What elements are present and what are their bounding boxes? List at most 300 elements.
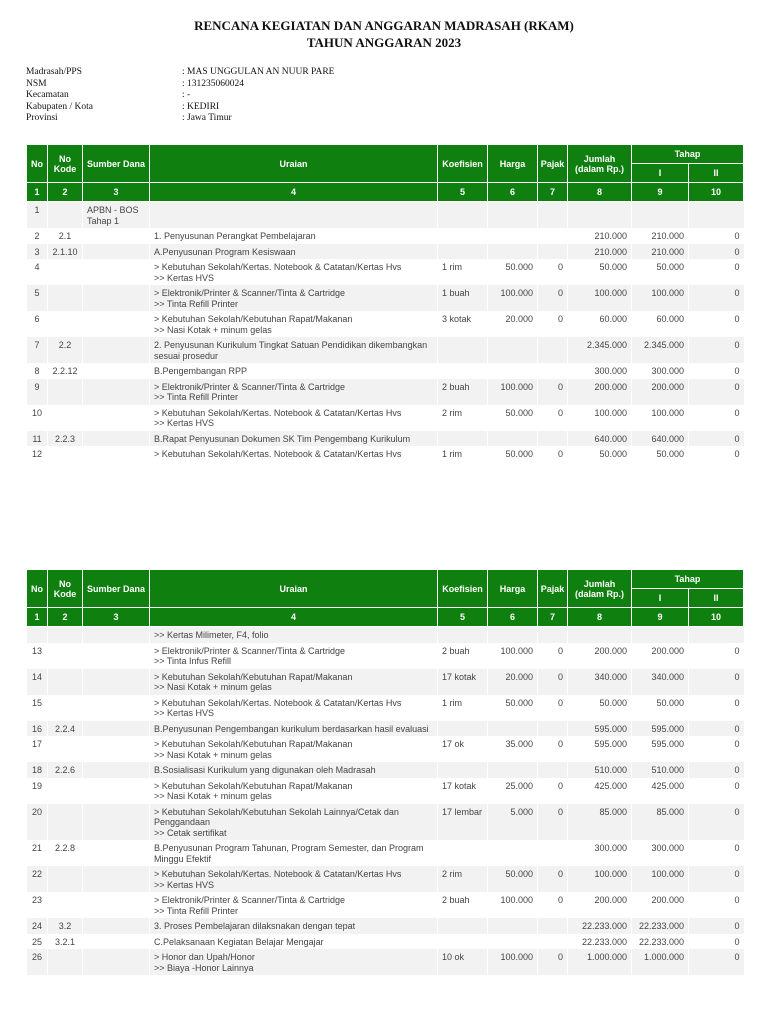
cell-no: 3 [27,244,48,260]
cell-uraian: > Elektronik/Printer & Scanner/Tinta & Cartridge >> Tinta Refill Printer [150,285,438,311]
cell-jumlah: 60.000 [568,311,632,337]
cell-kode: 2.2.8 [48,840,83,866]
cell-tahap-1: 2.345.000 [632,337,689,363]
cell-harga: 5.000 [488,804,538,841]
cell-pajak [538,918,568,934]
cell-tahap-2: 0 [689,934,744,950]
cell-koefisien [438,840,488,866]
budget-table-1 [26,144,744,462]
cell-jumlah: 85.000 [568,804,632,841]
cell-uraian: > Kebutuhan Sekolah/Kertas. Notebook & Catatan/Kertas Hvs [150,446,438,462]
header-harga: Harga [488,570,538,608]
cell-jumlah: 210.000 [568,228,632,244]
cell-harga: 100.000 [488,949,538,975]
cell-koefisien: 17 kotak [438,778,488,804]
cell-harga: 35.000 [488,736,538,762]
cell-tahap-2: 0 [689,431,744,447]
cell-koefisien: 17 lembar [438,804,488,841]
cell-uraian: > Kebutuhan Sekolah/Kertas. Notebook & Catatan/Kertas Hvs >> Kertas HVS [150,259,438,285]
cell-harga [488,337,538,363]
cell-tahap-2: 0 [689,228,744,244]
cell-tahap-1 [632,202,689,229]
cell-no: 18 [27,762,48,778]
table-row [27,285,744,311]
cell-harga [488,202,538,229]
cell-pajak [538,627,568,643]
cell-tahap-1: 640.000 [632,431,689,447]
cell-jumlah: 100.000 [568,866,632,892]
cell-sumber-dana: APBN - BOS Tahap 1 [83,202,150,229]
cell-sumber-dana [83,892,150,918]
header-no: No [27,145,48,183]
cell-tahap-2: 0 [689,721,744,737]
cell-tahap-2: 0 [689,446,744,462]
cell-uraian: > Elektronik/Printer & Scanner/Tinta & Cartridge >> Tinta Refill Printer [150,892,438,918]
cell-tahap-1: 100.000 [632,405,689,431]
cell-harga [488,244,538,260]
table-row [27,627,744,643]
cell-sumber-dana [83,695,150,721]
cell-pajak [538,244,568,260]
cell-tahap-1: 22.233.000 [632,934,689,950]
cell-uraian [150,202,438,229]
cell-sumber-dana [83,244,150,260]
table-row [27,337,744,363]
cell-uraian: 1. Penyusunan Perangkat Pembelajaran [150,228,438,244]
cell-no: 2 [27,228,48,244]
cell-harga [488,762,538,778]
table-row [27,311,744,337]
cell-pajak: 0 [538,804,568,841]
cell-tahap-1: 340.000 [632,669,689,695]
cell-kode [48,379,83,405]
table-row [27,244,744,260]
cell-harga [488,840,538,866]
cell-sumber-dana [83,446,150,462]
cell-uraian: > Elektronik/Printer & Scanner/Tinta & Cartridge >> Tinta Infus Refill [150,643,438,669]
cell-tahap-2: 0 [689,778,744,804]
table-row [27,949,744,975]
budget-table-2 [26,569,744,975]
table-row [27,721,744,737]
cell-no [27,627,48,643]
table-row [27,643,744,669]
cell-sumber-dana [83,669,150,695]
col-number: 3 [83,608,150,627]
cell-kode [48,643,83,669]
col-number: 7 [538,608,568,627]
cell-harga: 50.000 [488,446,538,462]
cell-tahap-1: 100.000 [632,285,689,311]
cell-kode: 2.2.12 [48,363,83,379]
cell-uraian: > Kebutuhan Sekolah/Kebutuhan Rapat/Makanan >> Nasi Kotak + minum gelas [150,669,438,695]
header-koefisien: Koefisien [438,570,488,608]
cell-sumber-dana [83,778,150,804]
info-label: Madrasah/PPS [26,67,82,77]
cell-pajak [538,431,568,447]
cell-jumlah: 100.000 [568,285,632,311]
header-koefisien: Koefisien [438,145,488,183]
cell-tahap-2 [689,202,744,229]
cell-tahap-1: 595.000 [632,721,689,737]
cell-tahap-1 [632,627,689,643]
cell-pajak: 0 [538,259,568,285]
cell-pajak: 0 [538,405,568,431]
col-number: 1 [27,183,48,202]
cell-tahap-1: 210.000 [632,244,689,260]
cell-tahap-2: 0 [689,892,744,918]
header-pajak: Pajak [538,570,568,608]
cell-koefisien [438,762,488,778]
cell-koefisien [438,363,488,379]
cell-sumber-dana [83,405,150,431]
cell-harga: 50.000 [488,695,538,721]
cell-koefisien: 10 ok [438,949,488,975]
col-number: 7 [538,183,568,202]
cell-kode [48,804,83,841]
header-tahap-1: I [632,164,689,183]
cell-no: 22 [27,866,48,892]
cell-jumlah [568,627,632,643]
cell-pajak [538,934,568,950]
table-row [27,804,744,841]
cell-pajak: 0 [538,311,568,337]
cell-pajak: 0 [538,446,568,462]
cell-tahap-1: 50.000 [632,695,689,721]
col-number: 6 [488,183,538,202]
cell-sumber-dana [83,840,150,866]
cell-tahap-2: 0 [689,244,744,260]
cell-kode [48,669,83,695]
cell-kode: 2.2.4 [48,721,83,737]
cell-koefisien: 2 buah [438,892,488,918]
cell-kode: 3.2 [48,918,83,934]
cell-kode [48,285,83,311]
table-row [27,892,744,918]
table-row [27,736,744,762]
table-row [27,363,744,379]
table-row [27,934,744,950]
cell-kode [48,311,83,337]
header-kode: No Kode [48,145,83,183]
cell-jumlah: 22.233.000 [568,918,632,934]
cell-jumlah: 50.000 [568,695,632,721]
cell-harga: 20.000 [488,669,538,695]
doc-subtitle: TAHUN ANGGARAN 2023 [306,35,462,50]
cell-koefisien: 1 rim [438,695,488,721]
info-value: : Jawa Timur [182,113,232,124]
school-info [26,67,334,125]
cell-jumlah: 22.233.000 [568,934,632,950]
cell-tahap-2: 0 [689,866,744,892]
info-value: : KEDIRI [182,101,220,112]
cell-sumber-dana [83,949,150,975]
cell-jumlah: 425.000 [568,778,632,804]
cell-pajak [538,762,568,778]
table-row [27,669,744,695]
cell-koefisien: 1 rim [438,446,488,462]
cell-tahap-1: 200.000 [632,892,689,918]
cell-koefisien: 1 buah [438,285,488,311]
cell-kode: 2.2 [48,337,83,363]
cell-kode [48,949,83,975]
table-row [27,446,744,462]
header-uraian: Uraian [150,570,438,608]
cell-harga: 50.000 [488,405,538,431]
cell-kode [48,892,83,918]
cell-tahap-1: 210.000 [632,228,689,244]
cell-sumber-dana [83,866,150,892]
cell-sumber-dana [83,228,150,244]
table-row [27,259,744,285]
col-number: 6 [488,608,538,627]
cell-harga [488,934,538,950]
cell-pajak [538,337,568,363]
info-value: : MAS UNGGULAN AN NUUR PARE [182,67,335,77]
cell-no: 12 [27,446,48,462]
cell-tahap-2 [689,627,744,643]
cell-no: 10 [27,405,48,431]
cell-harga: 100.000 [488,643,538,669]
cell-pajak: 0 [538,643,568,669]
cell-koefisien [438,228,488,244]
cell-koefisien [438,934,488,950]
header-harga: Harga [488,145,538,183]
cell-harga: 100.000 [488,285,538,311]
table-row [27,762,744,778]
col-number: 5 [438,183,488,202]
cell-koefisien [438,244,488,260]
cell-koefisien: 2 rim [438,405,488,431]
cell-no: 23 [27,892,48,918]
info-row-madrasah [26,67,334,79]
cell-kode [48,736,83,762]
cell-harga [488,228,538,244]
cell-sumber-dana [83,285,150,311]
cell-pajak: 0 [538,695,568,721]
cell-sumber-dana [83,736,150,762]
table-row [27,202,744,229]
table-row [27,918,744,934]
cell-kode: 2.2.6 [48,762,83,778]
cell-uraian: > Kebutuhan Sekolah/Kebutuhan Rapat/Makanan >> Nasi Kotak + minum gelas [150,778,438,804]
cell-uraian: > Kebutuhan Sekolah/Kebutuhan Rapat/Makanan >> Nasi Kotak + minum gelas [150,736,438,762]
cell-no: 17 [27,736,48,762]
cell-uraian: 2. Penyusunan Kurikulum Tingkat Satuan Pendidikan dikembangkan sesuai prosedur [150,337,438,363]
cell-uraian: B.Sosialisasi Kurikulum yang digunakan oleh Madrasah [150,762,438,778]
cell-tahap-2: 0 [689,379,744,405]
cell-tahap-2: 0 [689,643,744,669]
cell-tahap-1: 200.000 [632,379,689,405]
cell-kode [48,866,83,892]
cell-no: 19 [27,778,48,804]
table-row [27,379,744,405]
cell-uraian: C.Pelaksanaan Kegiatan Belajar Mengajar [150,934,438,950]
col-number: 4 [150,183,438,202]
cell-jumlah: 640.000 [568,431,632,447]
cell-kode [48,627,83,643]
cell-tahap-2: 0 [689,918,744,934]
cell-jumlah: 50.000 [568,259,632,285]
col-number: 1 [27,608,48,627]
cell-jumlah: 200.000 [568,892,632,918]
table-row [27,431,744,447]
table-row [27,866,744,892]
cell-harga: 100.000 [488,892,538,918]
cell-koefisien: 2 rim [438,866,488,892]
cell-no: 26 [27,949,48,975]
cell-harga: 50.000 [488,259,538,285]
cell-jumlah: 200.000 [568,379,632,405]
cell-no: 20 [27,804,48,841]
table-row [27,778,744,804]
col-number: 4 [150,608,438,627]
table-row [27,695,744,721]
cell-tahap-1: 100.000 [632,866,689,892]
cell-jumlah: 1.000.000 [568,949,632,975]
cell-uraian: > Elektronik/Printer & Scanner/Tinta & Cartridge >> Tinta Refill Printer [150,379,438,405]
cell-pajak: 0 [538,892,568,918]
cell-pajak [538,363,568,379]
cell-tahap-1: 595.000 [632,736,689,762]
cell-koefisien [438,721,488,737]
cell-pajak [538,202,568,229]
cell-jumlah: 595.000 [568,736,632,762]
header-sumber-dana: Sumber Dana [83,570,150,608]
cell-harga: 25.000 [488,778,538,804]
cell-tahap-1: 200.000 [632,643,689,669]
cell-no: 5 [27,285,48,311]
header-no: No [27,570,48,608]
cell-uraian: B.Penyusunan Program Tahunan, Program Semester, dan Program Minggu Efektif [150,840,438,866]
header-tahap-2: II [689,164,744,183]
cell-uraian: 3. Proses Pembelajaran dilaksnakan dengan tepat [150,918,438,934]
cell-jumlah: 595.000 [568,721,632,737]
cell-kode [48,202,83,229]
header-jumlah: Jumlah (dalam Rp.) [568,570,632,608]
cell-harga [488,363,538,379]
cell-sumber-dana [83,762,150,778]
cell-tahap-2: 0 [689,311,744,337]
header-sumber-dana: Sumber Dana [83,145,150,183]
cell-harga [488,431,538,447]
cell-uraian: > Kebutuhan Sekolah/Kertas. Notebook & Catatan/Kertas Hvs >> Kertas HVS [150,866,438,892]
cell-kode: 3.2.1 [48,934,83,950]
cell-pajak: 0 [538,778,568,804]
cell-sumber-dana [83,804,150,841]
cell-tahap-2: 0 [689,762,744,778]
cell-harga [488,721,538,737]
info-row-provinsi [26,113,334,125]
cell-tahap-1: 300.000 [632,840,689,866]
cell-kode: 2.2.3 [48,431,83,447]
cell-harga: 50.000 [488,866,538,892]
cell-sumber-dana [83,363,150,379]
cell-tahap-2: 0 [689,804,744,841]
cell-sumber-dana [83,311,150,337]
cell-sumber-dana [83,627,150,643]
cell-kode [48,695,83,721]
info-label: Kabupaten / Kota [26,101,94,112]
cell-jumlah: 510.000 [568,762,632,778]
cell-harga: 100.000 [488,379,538,405]
cell-no: 8 [27,363,48,379]
cell-no: 25 [27,934,48,950]
col-number: 5 [438,608,488,627]
header-uraian: Uraian [150,145,438,183]
col-number: 8 [568,183,632,202]
header-tahap-1: I [632,589,689,608]
cell-no: 1 [27,202,48,229]
cell-sumber-dana [83,721,150,737]
cell-uraian: > Kebutuhan Sekolah/Kebutuhan Sekolah Lainnya/Cetak dan Penggandaan >> Cetak sertifikat [150,804,438,841]
cell-no: 16 [27,721,48,737]
col-number: 9 [632,608,689,627]
table-row [27,840,744,866]
cell-tahap-2: 0 [689,736,744,762]
header-kode: No Kode [48,570,83,608]
info-row-kecamatan [26,90,334,102]
cell-uraian: > Honor dan Upah/Honor >> Biaya -Honor Lainnya [150,949,438,975]
cell-harga [488,627,538,643]
cell-uraian: > Kebutuhan Sekolah/Kertas. Notebook & Catatan/Kertas Hvs >> Kertas HVS [150,405,438,431]
cell-koefisien [438,431,488,447]
header-pajak: Pajak [538,145,568,183]
cell-pajak: 0 [538,669,568,695]
cell-jumlah: 210.000 [568,244,632,260]
cell-tahap-1: 425.000 [632,778,689,804]
header-tahap: Tahap [632,570,744,589]
col-number: 3 [83,183,150,202]
info-row-kabupaten [26,102,334,114]
cell-koefisien: 2 buah [438,379,488,405]
cell-no: 7 [27,337,48,363]
cell-tahap-2: 0 [689,949,744,975]
cell-uraian: > Kebutuhan Sekolah/Kebutuhan Rapat/Makanan >> Nasi Kotak + minum gelas [150,311,438,337]
cell-tahap-1: 510.000 [632,762,689,778]
cell-sumber-dana [83,431,150,447]
cell-kode [48,405,83,431]
cell-pajak [538,840,568,866]
cell-tahap-1: 1.000.000 [632,949,689,975]
cell-pajak: 0 [538,736,568,762]
cell-uraian: B.Pengembangan RPP [150,363,438,379]
cell-koefisien: 3 kotak [438,311,488,337]
cell-jumlah: 300.000 [568,840,632,866]
cell-sumber-dana [83,259,150,285]
cell-koefisien: 17 kotak [438,669,488,695]
cell-koefisien: 1 rim [438,259,488,285]
cell-uraian: > Kebutuhan Sekolah/Kertas. Notebook & Catatan/Kertas Hvs >> Kertas HVS [150,695,438,721]
cell-koefisien [438,337,488,363]
cell-jumlah: 300.000 [568,363,632,379]
cell-no: 21 [27,840,48,866]
cell-tahap-1: 85.000 [632,804,689,841]
table-row [27,405,744,431]
cell-pajak: 0 [538,285,568,311]
cell-koefisien [438,918,488,934]
cell-tahap-2: 0 [689,363,744,379]
col-number: 2 [48,608,83,627]
info-label: Provinsi [26,113,58,124]
cell-kode: 2.1.10 [48,244,83,260]
table-row [27,228,744,244]
cell-pajak [538,228,568,244]
cell-tahap-2: 0 [689,285,744,311]
cell-jumlah: 340.000 [568,669,632,695]
cell-koefisien [438,627,488,643]
cell-tahap-2: 0 [689,840,744,866]
